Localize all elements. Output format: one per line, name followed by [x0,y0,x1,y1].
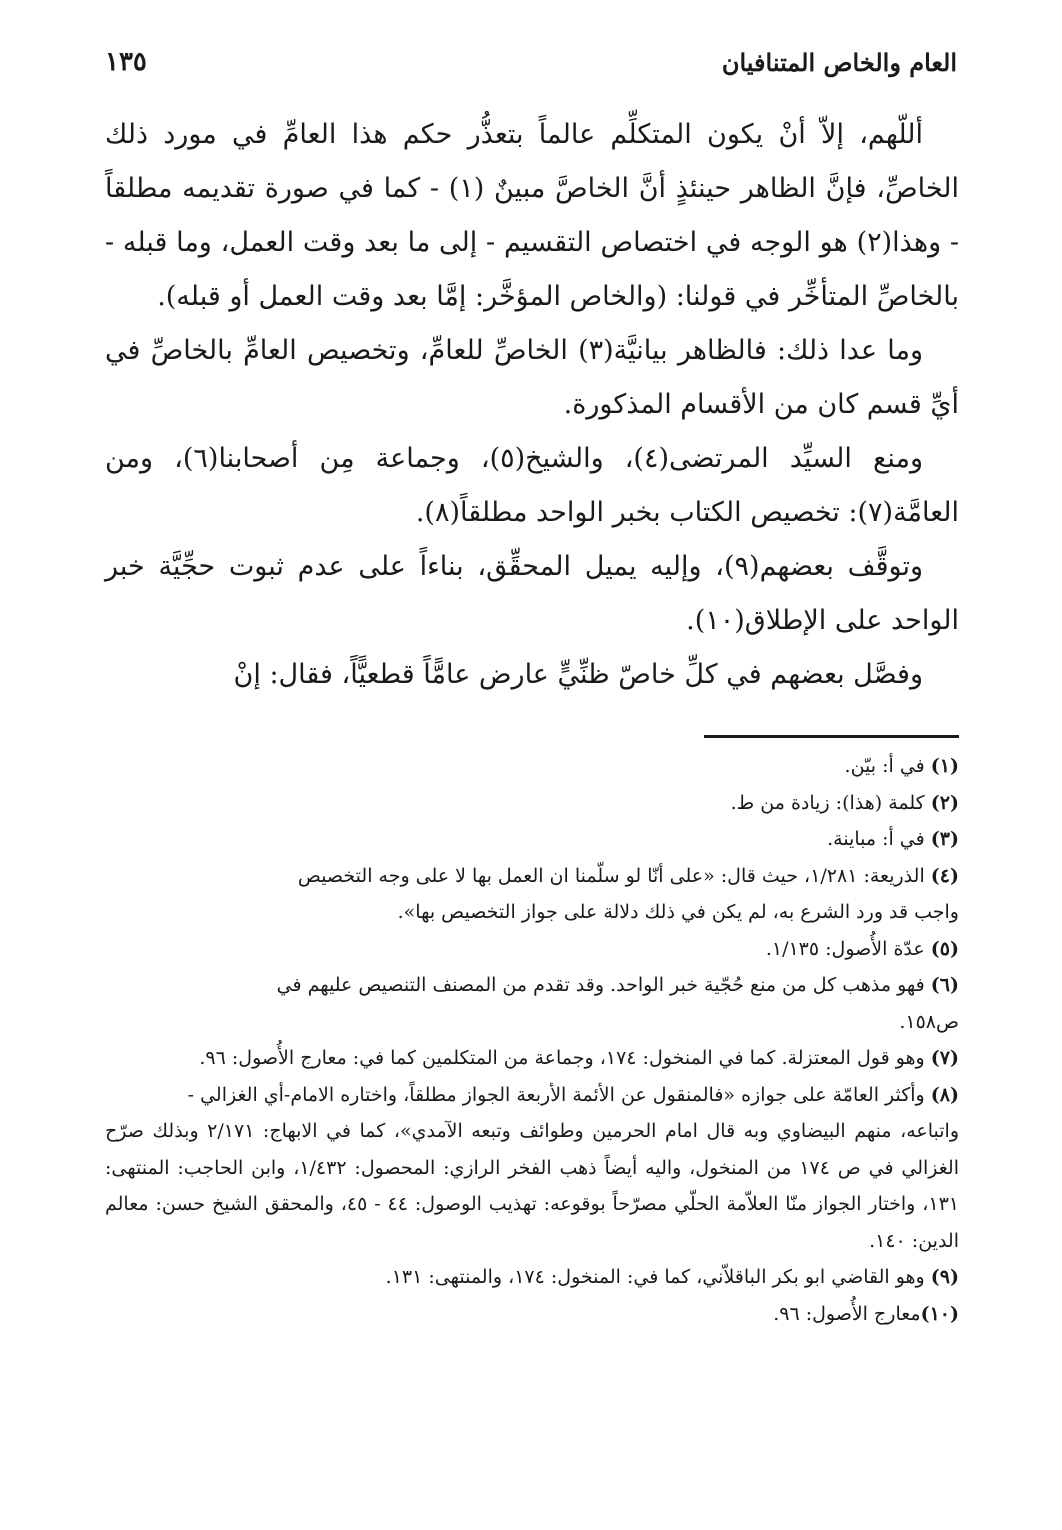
footnote-text: وأكثر العامّة على جوازه «فالمنقول عن الأئمة الأربعة الجواز مطلقاً، واختاره الامام-أي الغزالي - [187,1083,925,1106]
footnote-number: (٣) [930,828,959,850]
footnote-number: (١) [930,755,959,777]
footnote-number: (٨) [930,1083,959,1106]
footnote-number: (٥) [930,937,959,960]
footnote-number: (١٠) [920,1302,959,1325]
footnote-divider [704,735,959,738]
footnote-3 [105,821,959,858]
footnote-4 [105,858,959,895]
footnote-2 [105,785,959,822]
footnote-number: (٤) [930,864,959,887]
footnote-9 [105,1259,959,1296]
footnote-text: كلمة (هذا): زيادة من ط. [730,791,925,814]
footnote-number: (٢) [930,791,959,814]
footnote-text: فهو مذهب كل من منع حُجّية خبر الواحد. وقد تقدم من المصنف التنصيص عليهم في [276,974,925,996]
footnote-10 [105,1296,959,1333]
page-header [105,42,957,82]
footnote-6 [105,967,959,1004]
paragraph: وما عدا ذلك: فالظاهر بيانيَّة(٣) الخاصِّ للعامِّ، وتخصيص العامِّ بالخاصِّ في أيِّ قسم كان من الأقسام المذكورة. [105,335,959,420]
paragraph: وتوقَّف بعضهم(٩)، وإليه يميل المحقِّق، بناءاً على عدم ثبوت حجِّيَّة خبر الواحد على الإطلاق(١٠). [105,551,959,636]
footnote-text: عدّة الأُصول: ١/١٣٥. [765,937,925,960]
footnote-number: (٧) [930,1047,959,1069]
footnote-text: وهو قول المعتزلة. كما في المنخول: ١٧٤، وجماعة من المتكلمين كما في: معارج الأُصول: ٩٦. [199,1047,925,1069]
footnote-7 [105,1040,959,1077]
running-title: العام والخاص المتنافيان [721,47,957,77]
footnote-text: الذريعة: ١/٢٨١، حيث قال: «على أنّا لو سلّمنا ان العمل بها لا على وجه التخصيص [297,864,925,887]
footnotes [105,748,959,1332]
paragraph: وفصَّل بعضهم في كلِّ خاصّ ظنِّيٍّ عارض عامًّاً قطعيًّاً، فقال: إنْ [233,659,923,690]
footnote-number: (٦) [930,974,959,996]
footnote-1 [105,748,959,785]
footnote-6-continuation: ص١٥٨. [899,1010,959,1033]
footnote-text: في أ: مباينة. [827,828,925,850]
footnote-text: معارج الأُصول: ٩٦. [773,1302,921,1325]
footnote-8 [105,1077,959,1114]
footnote-5 [105,931,959,968]
footnote-number: (٩) [930,1266,959,1288]
footnote-text: في أ: بيّن. [844,755,925,777]
page-number: ١٣٥ [105,47,147,77]
footnote-8-continuation: واتباعه، منهم البيضاوي وبه قال امام الحرمين وطوائف وتبعه الآمدي»، كما في الابهاج: ٢/١٧١ وبذلك صرّح الغزالي في ص ١٧٤ من المنخول، واليه أيضاً ذهب الفخر الرازي: المحصول: ١/٤٣٢، وابن الحاجب: المنتهى: ١٣١، واختار الجواز منّا العلاّمة الحلّي مصرّحاً بوقوعه: تهذيب الوصول: ٤٤ - ٤٥، والمحقق الشيخ حسن: معالم الدين: ١٤٠. [105,1120,959,1252]
footnote-4-continuation: واجب قد ورد الشرع به، لم يكن في ذلك دلالة على جواز التخصيص بها». [397,901,959,923]
paragraph: ومنع السيِّد المرتضى(٤)، والشيخ(٥)، وجماعة مِن أصحابنا(٦)، ومن العامَّة(٧): تخصيص الكتاب بخبر الواحد مطلقاً(٨). [105,443,959,528]
footnote-text: وهو القاضي ابو بكر الباقلاّني، كما في: المنخول: ١٧٤، والمنتهى: ١٣١. [385,1266,925,1288]
main-text [105,108,959,702]
paragraph: أللّهم، إلاّ أنْ يكون المتكلِّم عالماً بتعذُّر حكم هذا العامِّ في مورد ذلك الخاصِّ، فإنَّ الظاهر حينئذٍ أنَّ الخاصَّ مبينٌ (١) - كما في صورة تقديمه مطلقاً - وهذا(٢) هو الوجه في اختصاص التقسيم - إلى ما بعد وقت العمل، وما قبله - بالخاصِّ المتأخِّر في قولنا: (والخاص المؤخَّر: إمَّا بعد وقت العمل أو قبله). [105,119,959,312]
